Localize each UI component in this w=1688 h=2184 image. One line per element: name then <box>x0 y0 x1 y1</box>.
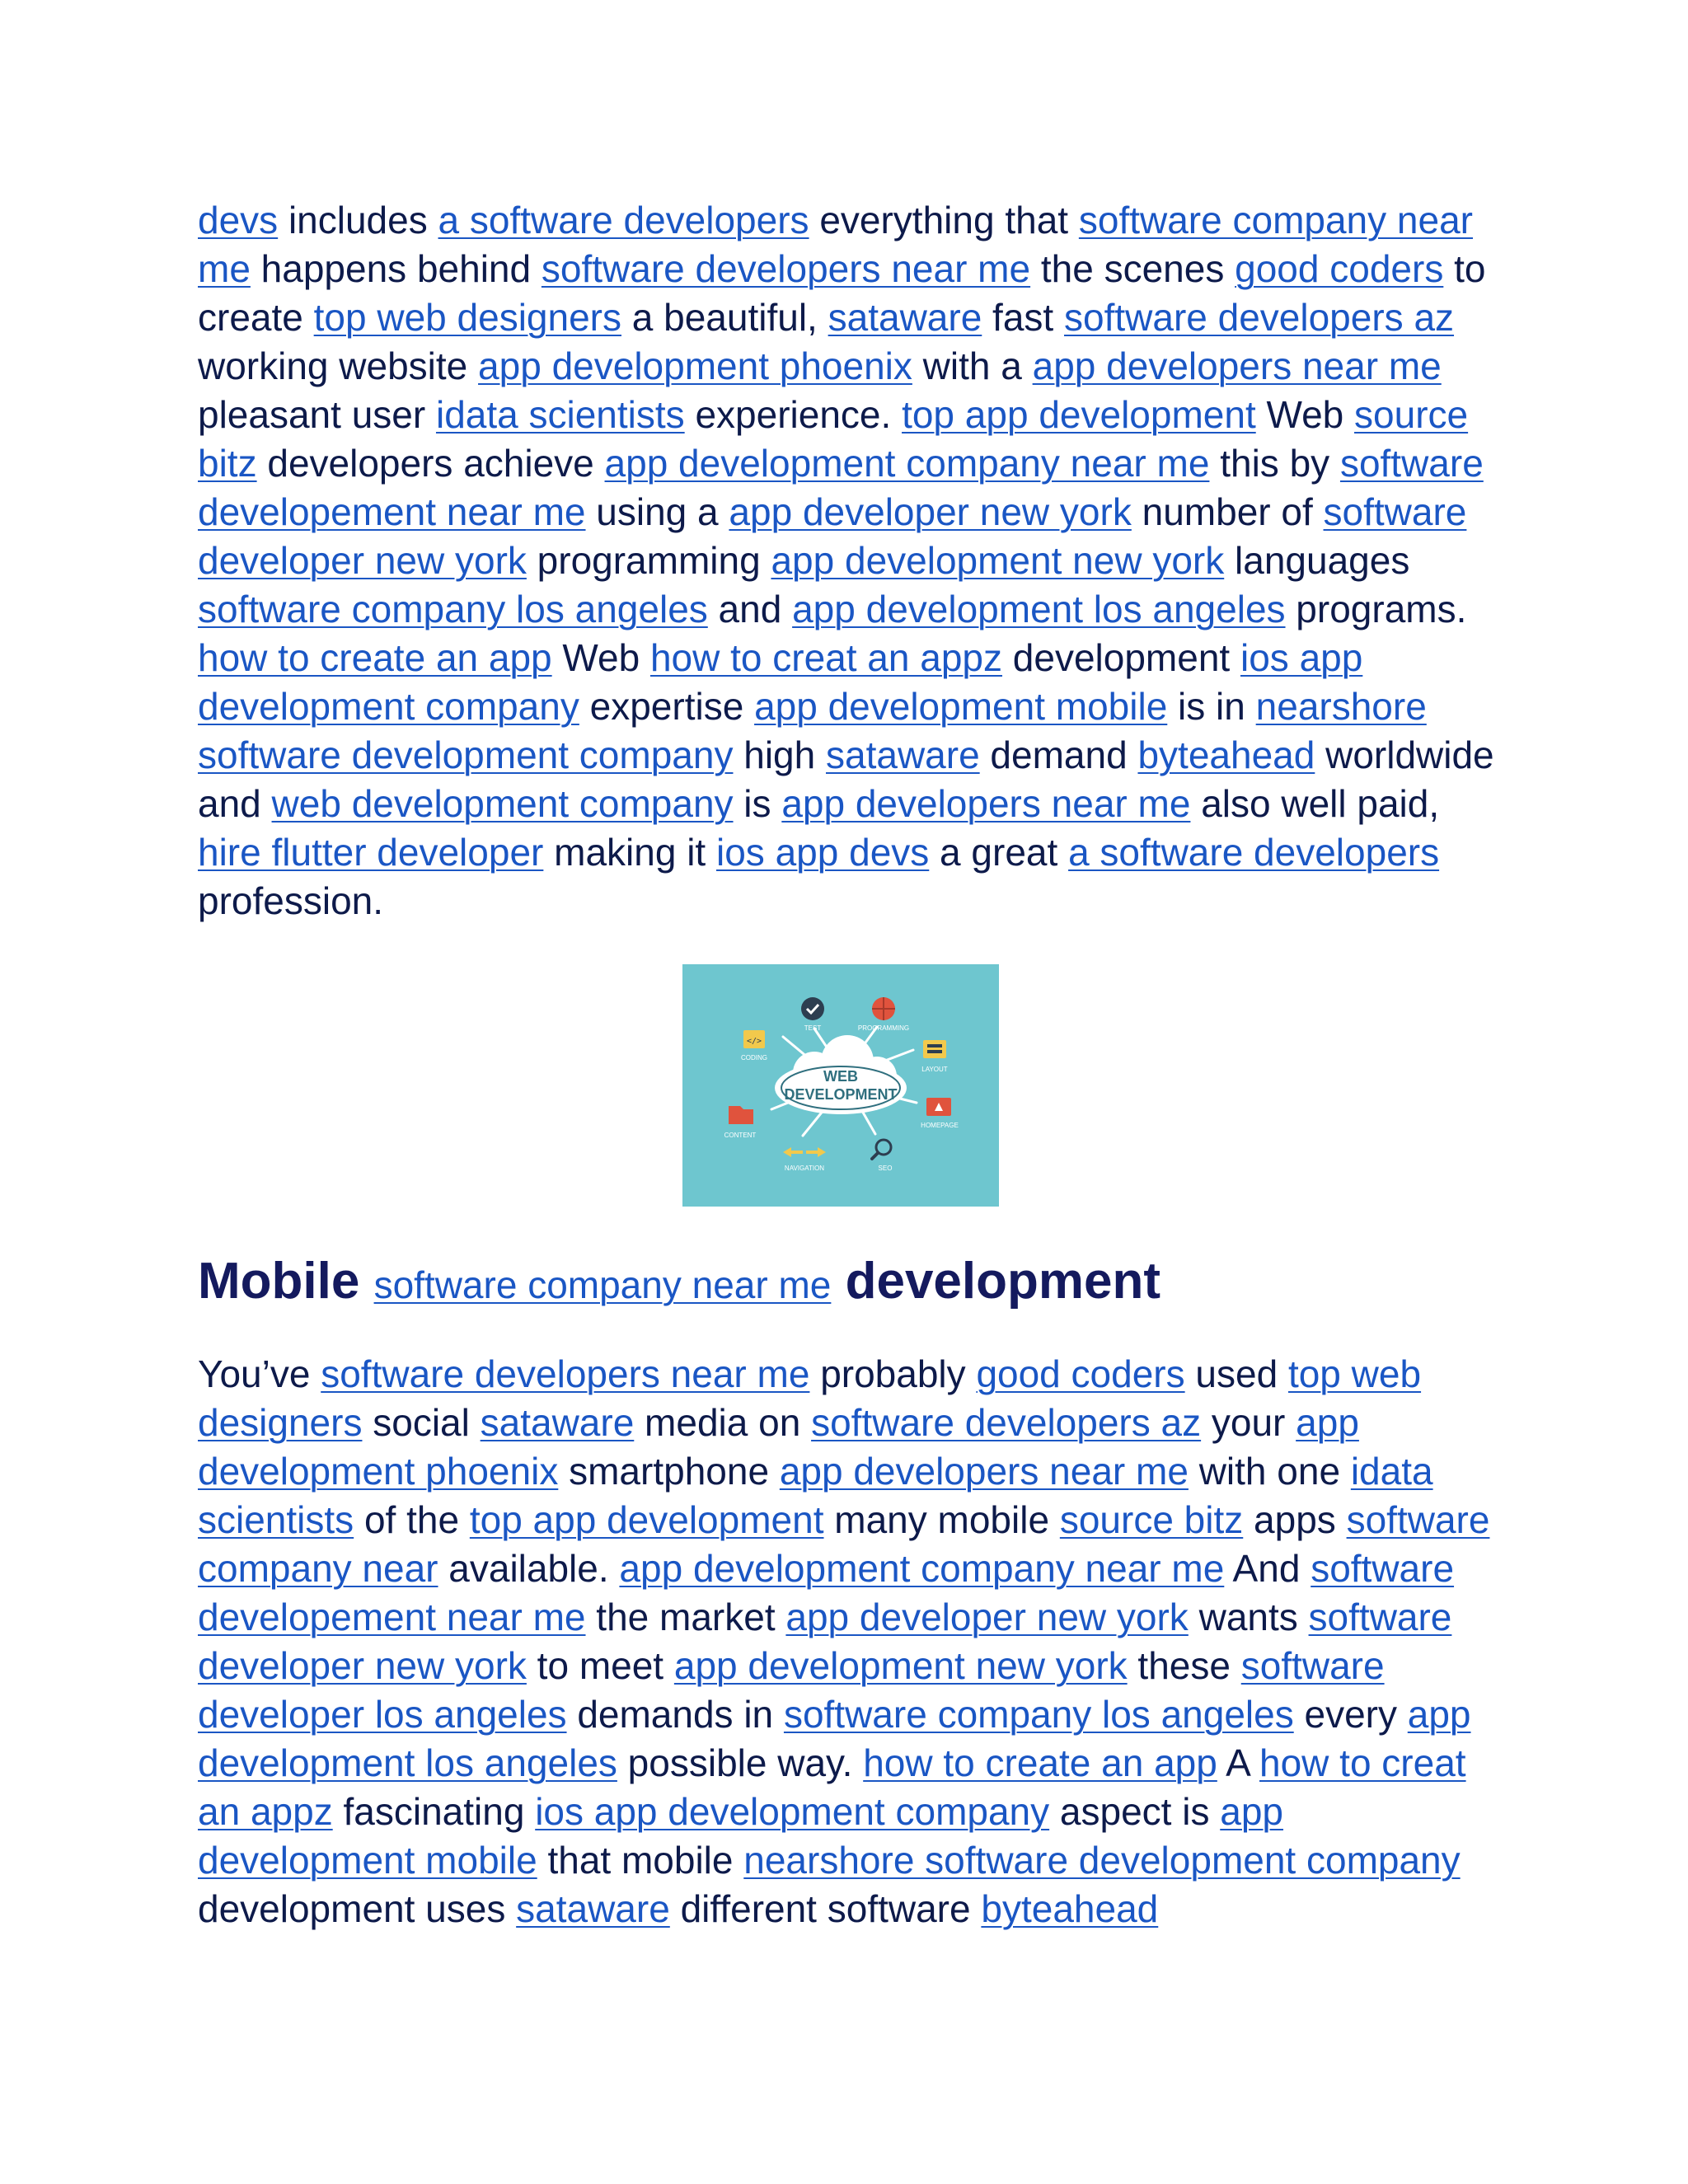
text-run: happens behind <box>250 247 542 290</box>
text-run: is in <box>1167 685 1256 728</box>
inline-link[interactable]: software company los angeles <box>783 1693 1294 1736</box>
web-development-illustration <box>682 964 999 1207</box>
inline-link[interactable]: software developement near me <box>198 442 1484 533</box>
label-navigation: NAVIGATION <box>784 1165 825 1172</box>
cloud-title-line1: WEB <box>823 1068 858 1085</box>
label-coding: CODING <box>741 1054 767 1062</box>
layout-bar-2 <box>927 1050 942 1053</box>
inline-link[interactable]: byteahead <box>1137 733 1315 776</box>
text-run: developers achieve <box>256 442 605 485</box>
inline-link[interactable]: how to create an app <box>198 636 552 679</box>
text-run: and <box>707 588 793 630</box>
text-run: available. <box>438 1547 620 1590</box>
inline-link[interactable]: software company near <box>198 1498 1490 1590</box>
inline-link[interactable]: app developers near me <box>779 1450 1189 1493</box>
inline-link[interactable]: app developer new york <box>729 490 1132 533</box>
inline-link[interactable]: sataware <box>828 296 982 339</box>
text-run: experience. <box>684 393 903 436</box>
text-run: demand <box>979 733 1138 776</box>
text-run: is <box>733 782 782 825</box>
heading-link[interactable]: software company near me <box>373 1263 832 1306</box>
layout-icon <box>923 1040 946 1058</box>
text-run: the market <box>585 1596 786 1638</box>
text-run: fast <box>982 296 1064 339</box>
text-run: a great <box>929 831 1069 874</box>
inline-link[interactable]: a software developers <box>1068 831 1440 874</box>
inline-link[interactable]: software developer los angeles <box>198 1644 1385 1736</box>
inline-link[interactable]: a software developers <box>438 199 809 241</box>
inline-link[interactable]: software company near me <box>198 199 1473 290</box>
inline-link[interactable]: top app development <box>469 1498 824 1541</box>
inline-link[interactable]: good coders <box>976 1352 1185 1395</box>
text-run: everything that <box>809 199 1079 241</box>
text-run: also well paid, <box>1190 782 1440 825</box>
layout-bar <box>927 1044 942 1047</box>
label-seo: SEO <box>878 1165 893 1172</box>
text-run: with one <box>1188 1450 1351 1493</box>
inline-link[interactable]: sataware <box>480 1401 635 1444</box>
inline-link[interactable]: software developement near me <box>198 1547 1455 1638</box>
heading-part-2: development <box>831 1253 1161 1310</box>
text-run: to create <box>198 247 1486 339</box>
text-run: Web <box>1255 393 1355 436</box>
text-run: worldwide and <box>198 733 1494 825</box>
inline-link[interactable]: app developers near me <box>781 782 1191 825</box>
inline-link[interactable]: app development new york <box>673 1644 1128 1687</box>
text-run: that mobile <box>537 1839 744 1882</box>
text-run: programming <box>526 539 771 582</box>
text-run: this by <box>1209 442 1340 485</box>
inline-link[interactable]: how to creat an appz <box>649 636 1003 679</box>
text-run: expertise <box>579 685 755 728</box>
text-run: development uses <box>198 1887 517 1930</box>
inline-link[interactable]: nearshore software development company <box>198 685 1427 776</box>
inline-link[interactable]: idata scientists <box>435 393 685 436</box>
text-run: used <box>1184 1352 1288 1395</box>
inline-link[interactable]: top web designers <box>198 1352 1422 1444</box>
inline-link[interactable]: sataware <box>826 733 980 776</box>
inline-link[interactable]: app development mobile <box>754 685 1168 728</box>
section-heading <box>198 1244 1500 1322</box>
inline-link[interactable]: byteahead <box>981 1887 1159 1930</box>
text-run: with a <box>912 344 1033 387</box>
inline-link[interactable]: how to create an app <box>863 1741 1217 1784</box>
inline-link[interactable]: source bitz <box>1059 1498 1244 1541</box>
label-programming: PROGRAMMING <box>857 1024 910 1032</box>
inline-link[interactable]: software developer new york <box>198 490 1467 582</box>
text-run: apps <box>1243 1498 1347 1541</box>
inline-link[interactable]: software developer new york <box>198 1596 1452 1687</box>
inline-link[interactable]: ios app development company <box>535 1790 1050 1833</box>
inline-link[interactable]: app development phoenix <box>478 344 912 387</box>
inline-link[interactable]: top app development <box>902 393 1256 436</box>
inline-link[interactable]: software developers near me <box>541 247 1031 290</box>
text-run: probably <box>809 1352 977 1395</box>
code-glyph: </> <box>746 1037 762 1046</box>
inline-link[interactable]: app developer new york <box>785 1596 1189 1638</box>
text-run: Web <box>551 636 650 679</box>
inline-link[interactable]: ios app development company <box>198 636 1363 728</box>
inline-link[interactable]: web development company <box>271 782 734 825</box>
text-run: And <box>1224 1547 1311 1590</box>
inline-link[interactable]: how to creat an appz <box>198 1741 1466 1833</box>
text-run: working website <box>198 344 479 387</box>
inline-link[interactable]: app development new york <box>771 539 1225 582</box>
text-run: demands in <box>566 1693 784 1736</box>
text-run: You’ve <box>198 1352 321 1395</box>
text-run: using a <box>585 490 729 533</box>
text-run: number of <box>1131 490 1324 533</box>
inline-link[interactable]: app development company near me <box>619 1547 1225 1590</box>
inline-link[interactable]: source bitz <box>198 393 1469 485</box>
text-run: smartphone <box>558 1450 780 1493</box>
inline-link[interactable]: good coders <box>1235 247 1444 290</box>
text-run: the scenes <box>1030 247 1236 290</box>
text-run: these <box>1127 1644 1241 1687</box>
text-run: possible way. <box>617 1741 864 1784</box>
inline-link[interactable]: app development mobile <box>198 1790 1283 1882</box>
text-run: programs. <box>1285 588 1467 630</box>
inline-link[interactable]: hire flutter developer <box>198 831 544 874</box>
text-run: wants <box>1188 1596 1309 1638</box>
text-run: pleasant user <box>198 393 436 436</box>
paragraph-mobile-development <box>198 1350 1500 1933</box>
inline-link[interactable]: devs <box>198 199 279 241</box>
inline-link[interactable]: app developers near me <box>1032 344 1442 387</box>
text-run: aspect is <box>1049 1790 1221 1833</box>
paragraph-web-development <box>198 196 1500 926</box>
inline-link[interactable]: app development company near me <box>604 442 1210 485</box>
text-run: includes <box>278 199 438 241</box>
inline-link[interactable]: software developers az <box>1064 296 1455 339</box>
check-icon <box>801 997 824 1020</box>
inline-link[interactable]: app development phoenix <box>198 1401 1359 1493</box>
label-homepage: HOMEPAGE <box>921 1122 959 1129</box>
inline-link[interactable]: software developers az <box>811 1401 1202 1444</box>
label-content: CONTENT <box>724 1132 757 1139</box>
text-run: languages <box>1224 539 1410 582</box>
text-run: every <box>1293 1693 1408 1736</box>
inline-link[interactable]: top web designers <box>313 296 621 339</box>
inline-link[interactable]: sataware <box>516 1887 670 1930</box>
text-run: making it <box>543 831 716 874</box>
text-run: social <box>362 1401 481 1444</box>
label-test: TEST <box>804 1024 822 1032</box>
label-layout: LAYOUT <box>921 1066 948 1073</box>
inline-link[interactable]: nearshore software development company <box>743 1839 1461 1882</box>
text-run: fascinating <box>332 1790 536 1833</box>
text-run: of the <box>354 1498 470 1541</box>
text-run: a beautiful, <box>621 296 828 339</box>
inline-link[interactable]: software company los angeles <box>198 588 708 630</box>
text-run: development <box>1002 636 1240 679</box>
text-run: to meet <box>526 1644 674 1687</box>
text-run: your <box>1201 1401 1296 1444</box>
cloud-title-line2: DEVELOPMENT <box>784 1086 898 1103</box>
text-run: high <box>733 733 826 776</box>
text-run: media on <box>634 1401 812 1444</box>
heading-part-1: Mobile <box>198 1253 374 1310</box>
inline-link[interactable]: idata scientists <box>198 1450 1433 1541</box>
inline-link[interactable]: ios app devs <box>716 831 930 874</box>
web-development-diagram <box>682 964 999 1207</box>
inline-link[interactable]: software developers near me <box>321 1352 810 1395</box>
text-run: many mobile <box>823 1498 1060 1541</box>
inline-link[interactable]: app development los angeles <box>198 1693 1471 1784</box>
text-run: A <box>1217 1741 1259 1784</box>
text-run: different software <box>669 1887 982 1930</box>
inline-link[interactable]: app development los angeles <box>792 588 1286 630</box>
text-run: profession. <box>198 879 384 922</box>
